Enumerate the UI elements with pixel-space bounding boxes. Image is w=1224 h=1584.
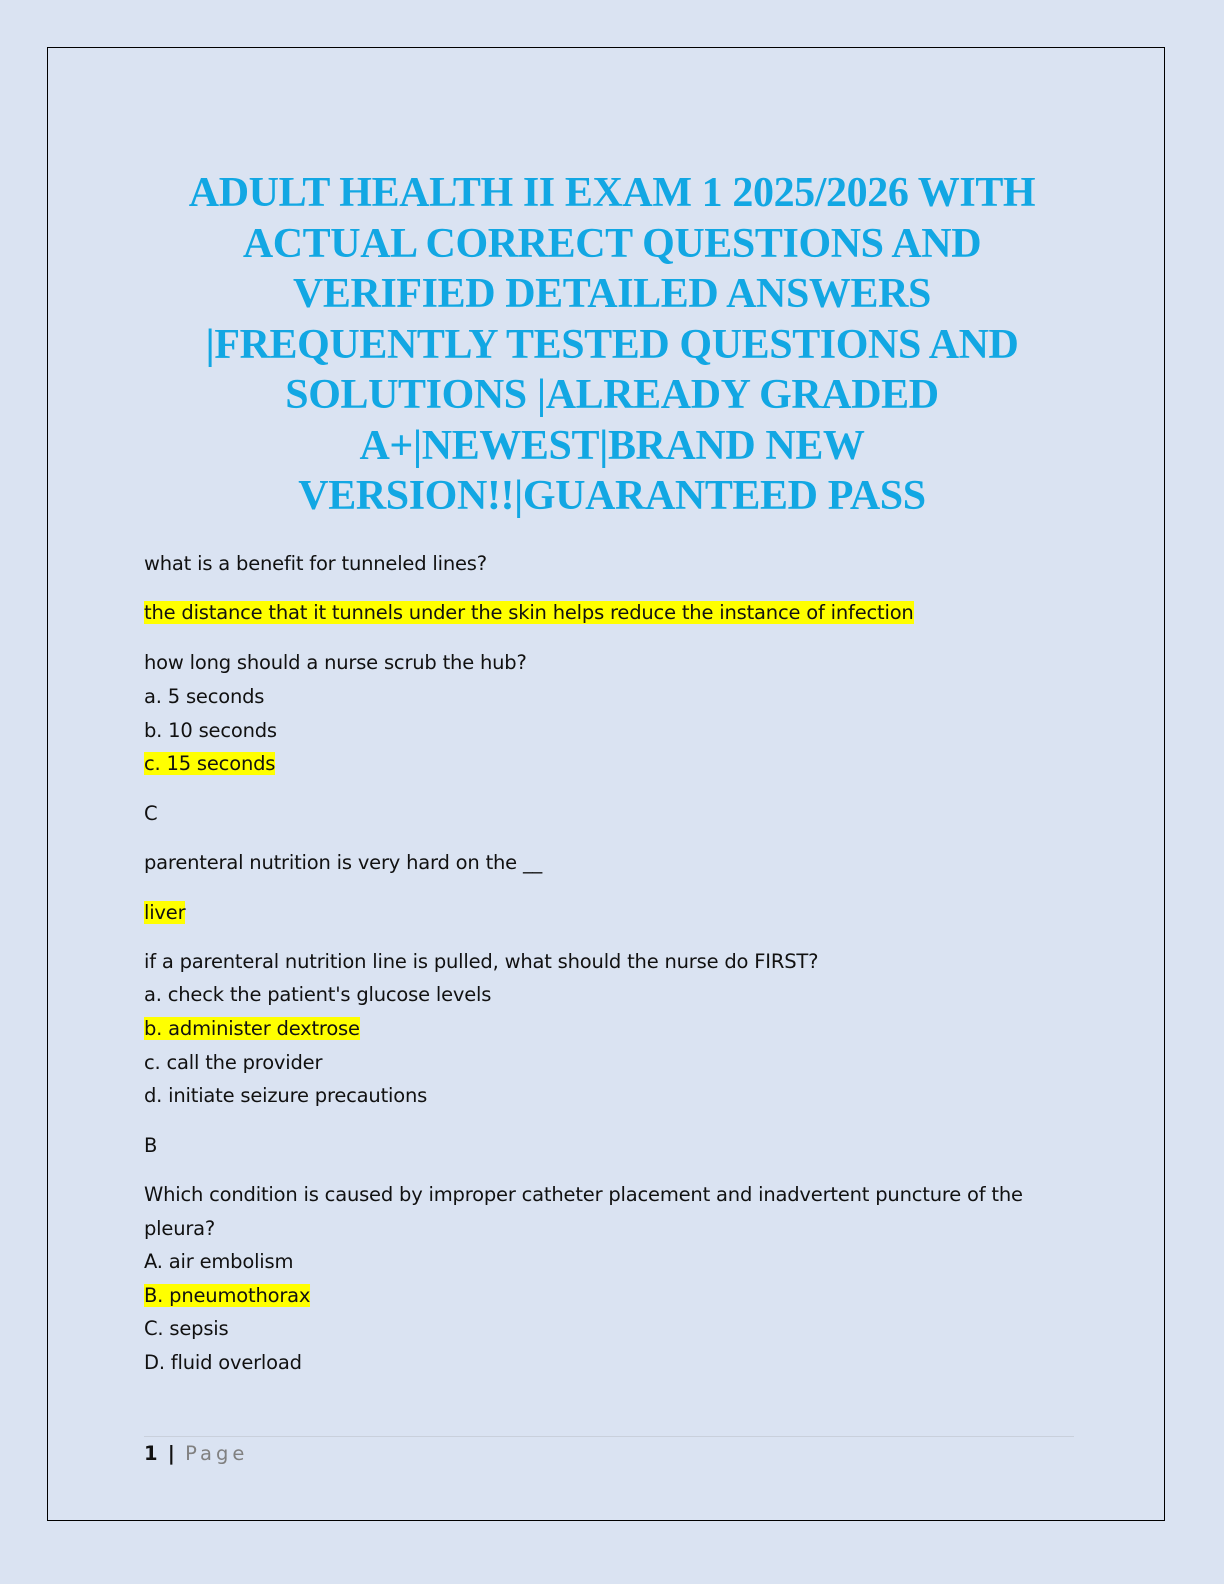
answer-letter: C	[144, 802, 158, 825]
option-item: a. check the patient's glucose levels	[144, 983, 492, 1006]
option-item-highlighted: b. administer dextrose	[144, 1017, 360, 1040]
title-line: |FREQUENTLY TESTED QUESTIONS AND	[205, 321, 1019, 368]
answer-letter: B	[144, 1134, 158, 1157]
option-item: c. call the provider	[144, 1051, 323, 1074]
option-item-highlighted: B. pneumothorax	[144, 1284, 311, 1307]
option-item: D. fluid overload	[144, 1351, 302, 1374]
title-line: ADULT HEALTH II EXAM 1 2025/2026 WITH	[188, 170, 1036, 216]
option-item: d. initiate seizure precautions	[144, 1084, 428, 1107]
answer-1-highlight: the distance that it tunnels under the skin helps reduce the instance of infection	[144, 601, 914, 624]
question-5: Which condition is caused by improper catheter placement and inadvertent puncture of the	[144, 1183, 1023, 1206]
page-number: 1	[144, 1442, 158, 1465]
question-3: parenteral nutrition is very hard on the __	[144, 851, 543, 874]
title-line: A+|NEWEST|BRAND NEW	[359, 422, 865, 469]
title-line: VERSION!!|GUARANTEED PASS	[298, 473, 926, 519]
question-5-continued: pleura?	[144, 1217, 216, 1240]
footer-divider	[144, 1436, 1074, 1437]
question-2: how long should a nurse scrub the hub?	[144, 651, 527, 674]
option-item: a. 5 seconds	[144, 685, 265, 708]
option-item: A. air embolism	[144, 1250, 294, 1273]
footer-separator: |	[167, 1442, 175, 1465]
question-4: if a parenteral nutrition line is pulled, what should the nurse do FIRST?	[144, 950, 819, 973]
title-line: VERIFIED DETAILED ANSWERS	[292, 271, 932, 317]
question-1: what is a benefit for tunneled lines?	[144, 552, 487, 575]
option-item-highlighted: c. 15 seconds	[144, 752, 276, 775]
document-title	[150, 168, 1074, 522]
answer-3-highlight: liver	[144, 901, 186, 924]
page-label: Page	[185, 1442, 249, 1465]
page-footer	[144, 1440, 248, 1468]
title-line: SOLUTIONS |ALREADY GRADED	[285, 372, 939, 418]
option-item: C. sepsis	[144, 1317, 229, 1340]
title-line: ACTUAL CORRECT QUESTIONS AND	[242, 220, 982, 267]
option-item: b. 10 seconds	[144, 719, 277, 742]
